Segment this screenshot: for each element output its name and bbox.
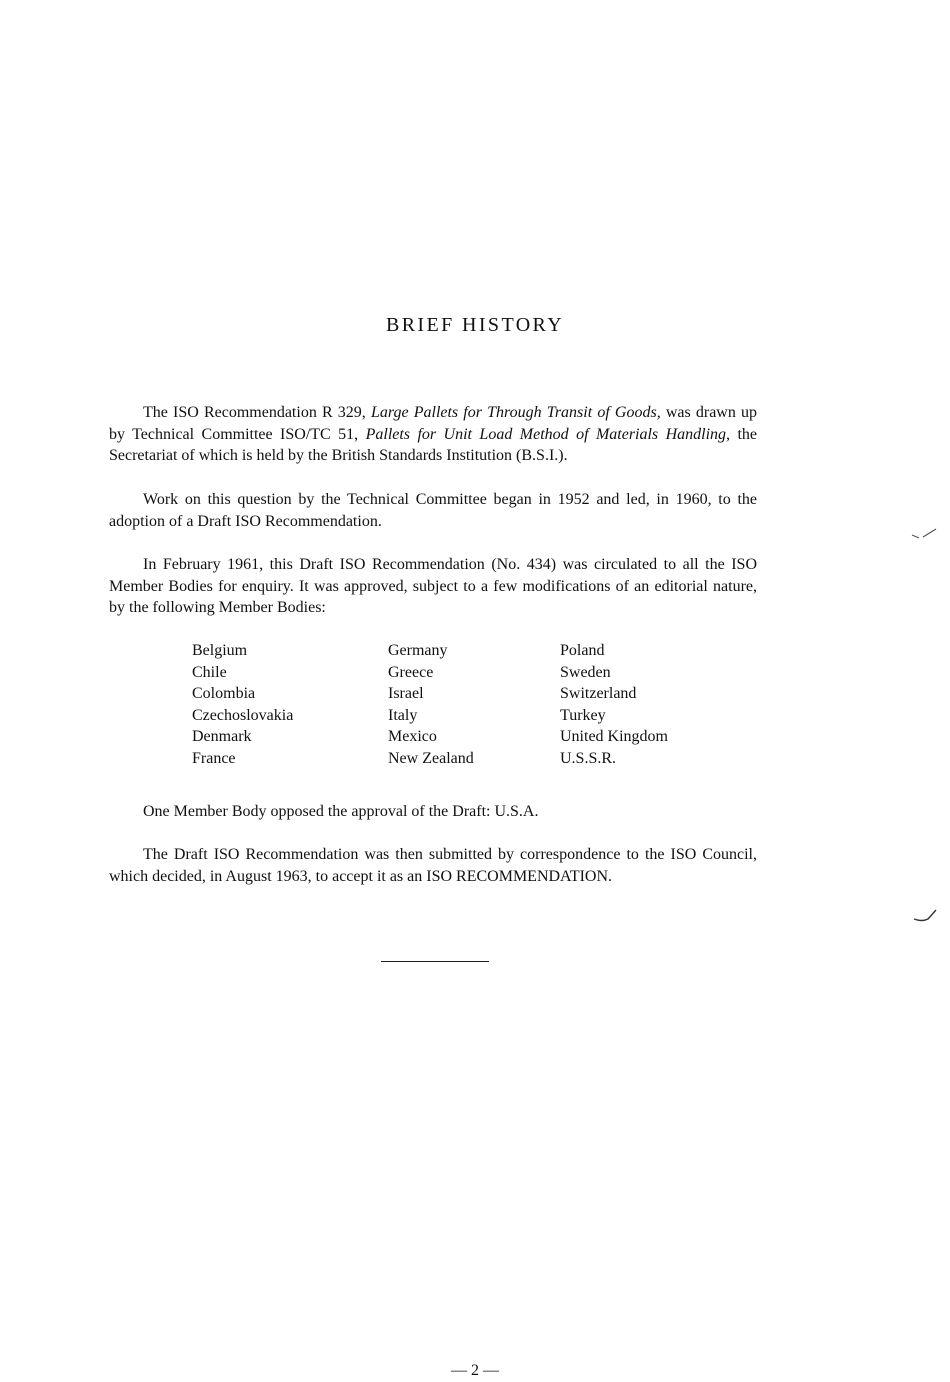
paragraph-council	[109, 844, 757, 887]
council-text: The Draft ISO Recommendation was then submitted by correspondence to the ISO Council, which decided, in August 1963, to accept it as an ISO RECOMMENDATION.	[109, 846, 757, 885]
member-body: France	[192, 749, 236, 767]
enquiry-text: In February 1961, this Draft ISO Recommendation (No. 434) was circulated to all the ISO Member Bodies for enquiry. It was approved, subject to a few modifications of an editorial nature, by the following Member Bodies:	[109, 556, 757, 616]
recommendation-title: Large Pallets for Through Transit of Goods,	[370, 404, 661, 421]
intro-text-1: The ISO Recommendation R 329,	[143, 404, 371, 421]
paragraph-opposed	[109, 801, 757, 823]
member-bodies-column-3	[560, 640, 668, 769]
member-body: Turkey	[560, 706, 606, 724]
member-body: Chile	[192, 663, 227, 681]
member-body: Greece	[388, 663, 434, 681]
member-body: Sweden	[560, 663, 611, 681]
member-body: Poland	[560, 642, 605, 659]
page-number: — 2 —	[451, 1362, 499, 1379]
paragraph-work	[109, 489, 757, 532]
member-bodies-column-2	[388, 640, 474, 769]
member-body: Germany	[388, 642, 448, 659]
member-body: Czechoslovakia	[192, 706, 294, 724]
member-body: Colombia	[192, 685, 256, 702]
member-body: Italy	[388, 706, 418, 724]
member-body: U.S.S.R.	[560, 749, 617, 767]
paragraph-enquiry	[109, 554, 757, 619]
committee-title: Pallets for Unit Load Method of Materials Handling,	[365, 425, 731, 443]
member-bodies-column-1	[192, 640, 293, 769]
member-body: United Kingdom	[560, 728, 668, 745]
work-text: Work on this question by the Technical Committee began in 1952 and led, in 1960, to the adoption of a Draft ISO Recommendation.	[109, 491, 757, 530]
member-body: Belgium	[192, 642, 248, 659]
page-title: BRIEF HISTORY	[385, 314, 565, 336]
opposed-text: One Member Body opposed the approval of the Draft: U.S.A.	[143, 803, 539, 820]
member-body: Mexico	[388, 728, 437, 745]
paragraph-intro	[109, 402, 757, 467]
margin-tick-mark	[912, 906, 938, 926]
member-body: New Zealand	[388, 749, 474, 767]
intro-text-3: the Secretariat of which is held by the British Standards Institution (B.S.I.).	[109, 425, 758, 464]
member-body: Denmark	[192, 728, 252, 745]
member-body: Israel	[388, 685, 424, 702]
margin-tick-mark	[910, 526, 938, 542]
member-body: Switzerland	[560, 685, 637, 702]
section-divider	[381, 961, 489, 962]
intro-text-2: was drawn up by Technical Committee ISO/TC 51,	[109, 404, 757, 443]
